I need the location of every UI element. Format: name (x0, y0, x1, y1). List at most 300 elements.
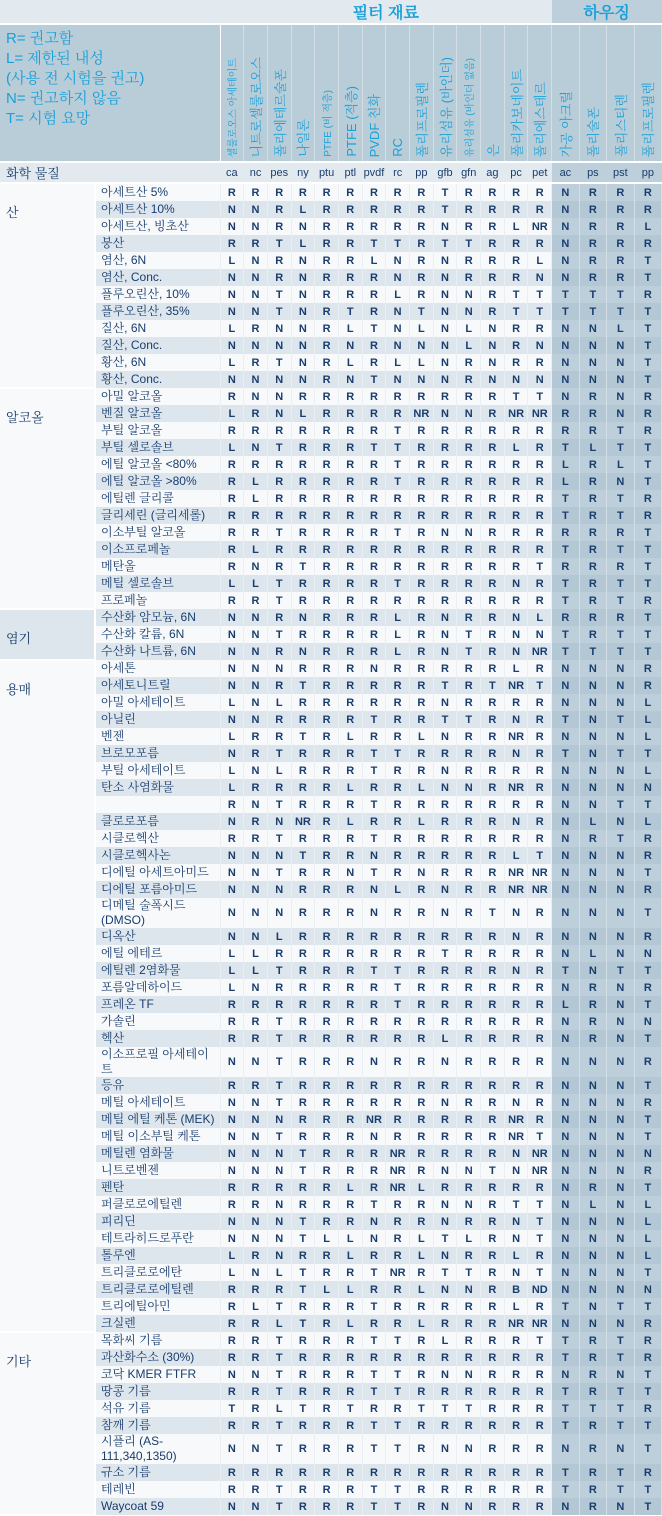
table-row (0, 745, 662, 762)
rating-cell: R (291, 1366, 315, 1383)
rating-cell: R (244, 1332, 268, 1349)
rating-cell: R (220, 1332, 244, 1349)
column-name: 은 (485, 144, 501, 157)
rating-cell: N (607, 1264, 635, 1281)
chemical-name: 아밀 아세테이트 (95, 694, 220, 711)
rating-cell: R (267, 945, 291, 962)
rating-cell: NR (386, 1264, 410, 1281)
chemical-name: 벤젠 (95, 728, 220, 745)
rating-cell: R (579, 609, 607, 626)
rating-cell: R (315, 1047, 339, 1077)
table-row (0, 711, 662, 728)
rating-cell: T (291, 1162, 315, 1179)
rating-cell: R (362, 286, 386, 303)
rating-cell: N (504, 643, 528, 660)
rating-cell: R (362, 354, 386, 371)
rating-cell: R (528, 779, 552, 796)
rating-cell: T (362, 1264, 386, 1281)
rating-cell: R (528, 979, 552, 996)
rating-cell: R (634, 490, 662, 507)
rating-cell: R (481, 1315, 505, 1332)
rating-cell: R (220, 796, 244, 813)
rating-cell: R (315, 745, 339, 762)
rating-cell: R (315, 1383, 339, 1400)
rating-cell: N (244, 1264, 268, 1281)
rating-cell: R (291, 1464, 315, 1481)
rating-cell: R (291, 1298, 315, 1315)
rating-cell: R (433, 490, 457, 507)
rating-cell: R (433, 1179, 457, 1196)
rating-cell: L (220, 354, 244, 371)
rating-cell: R (410, 473, 434, 490)
rating-cell: R (291, 592, 315, 609)
rating-cell: N (267, 1213, 291, 1230)
rating-cell: R (315, 303, 339, 320)
rating-cell: R (528, 996, 552, 1013)
rating-cell: R (291, 1349, 315, 1366)
rating-cell: L (220, 1247, 244, 1264)
rating-cell: R (291, 1498, 315, 1515)
column-header-ac-housing (552, 24, 580, 162)
rating-cell: T (634, 996, 662, 1013)
rating-cell: R (433, 473, 457, 490)
rating-cell: R (338, 677, 362, 694)
rating-cell: T (267, 286, 291, 303)
rating-cell: R (410, 1417, 434, 1434)
chemical-name: 수산화 칼륨, 6N (95, 626, 220, 643)
rating-cell: L (244, 541, 268, 558)
rating-cell: N (504, 928, 528, 945)
rating-cell: R (291, 439, 315, 456)
rating-cell: R (291, 388, 315, 405)
rating-cell: N (552, 201, 580, 218)
rating-cell: R (410, 881, 434, 898)
rating-cell: T (362, 1332, 386, 1349)
chemical-name: 아밀 알코올 (95, 388, 220, 405)
rating-cell: R (338, 1434, 362, 1464)
rating-cell: L (386, 354, 410, 371)
table-row (0, 1349, 662, 1366)
rating-cell: R (386, 864, 410, 881)
chemical-name: 벤질 알코올 (95, 405, 220, 422)
rating-cell: R (386, 541, 410, 558)
rating-cell: L (244, 473, 268, 490)
rating-cell: N (579, 728, 607, 745)
rating-cell: N (433, 337, 457, 354)
rating-cell: R (386, 945, 410, 962)
rating-cell: R (410, 1464, 434, 1481)
rating-cell: N (220, 269, 244, 286)
rating-cell: R (315, 643, 339, 660)
rating-cell: N (433, 1434, 457, 1464)
rating-cell: R (634, 830, 662, 847)
rating-cell: R (504, 592, 528, 609)
rating-cell: T (607, 303, 635, 320)
rating-cell: N (220, 201, 244, 218)
rating-cell: T (504, 1196, 528, 1213)
rating-cell: T (291, 1400, 315, 1417)
rating-cell: R (291, 711, 315, 728)
rating-cell: R (338, 1332, 362, 1349)
rating-cell: R (338, 847, 362, 864)
rating-cell: R (481, 1434, 505, 1464)
rating-cell: L (267, 694, 291, 711)
rating-cell: N (579, 320, 607, 337)
rating-cell: N (267, 388, 291, 405)
rating-cell: R (433, 1349, 457, 1366)
rating-cell: R (481, 388, 505, 405)
rating-cell: R (433, 796, 457, 813)
rating-cell: R (433, 962, 457, 979)
rating-cell: N (220, 1434, 244, 1464)
rating-cell: R (220, 1315, 244, 1332)
column-header-gfb (433, 24, 457, 162)
rating-cell: N (244, 1366, 268, 1383)
table-row (0, 371, 662, 388)
table-row (0, 337, 662, 354)
rating-cell: R (267, 979, 291, 996)
housing-heading: 하우징 (552, 0, 662, 24)
rating-cell: R (338, 762, 362, 779)
rating-cell: N (244, 762, 268, 779)
table-row (0, 1196, 662, 1213)
rating-cell: T (552, 1400, 580, 1417)
rating-cell: R (220, 558, 244, 575)
rating-cell: N (220, 677, 244, 694)
rating-cell: T (362, 762, 386, 779)
rating-cell: R (433, 439, 457, 456)
rating-cell: R (386, 1247, 410, 1264)
rating-cell: N (607, 1315, 635, 1332)
table-row (0, 1094, 662, 1111)
rating-cell: R (362, 1400, 386, 1417)
rating-cell: N (386, 320, 410, 337)
rating-cell: R (528, 1400, 552, 1417)
rating-cell: T (634, 1417, 662, 1434)
rating-cell: R (410, 928, 434, 945)
rating-cell: N (552, 354, 580, 371)
rating-cell: N (579, 962, 607, 979)
rating-cell: N (634, 1145, 662, 1162)
group-label: 용매 (0, 660, 95, 1332)
rating-cell: R (528, 439, 552, 456)
rating-cell: R (504, 1332, 528, 1349)
rating-cell: N (244, 269, 268, 286)
rating-cell: R (410, 1128, 434, 1145)
rating-cell: N (244, 1498, 268, 1515)
rating-cell: L (410, 320, 434, 337)
rating-cell: R (504, 762, 528, 779)
rating-cell: N (552, 1094, 580, 1111)
rating-cell: R (579, 979, 607, 996)
rating-cell: R (220, 1179, 244, 1196)
rating-cell: T (291, 728, 315, 745)
rating-cell: R (410, 1264, 434, 1281)
rating-cell: R (386, 796, 410, 813)
rating-cell: R (291, 1247, 315, 1264)
rating-cell: R (267, 541, 291, 558)
rating-cell: N (220, 286, 244, 303)
rating-cell: T (528, 1264, 552, 1281)
rating-cell: T (386, 524, 410, 541)
rating-cell: N (267, 1111, 291, 1128)
rating-cell: R (481, 1179, 505, 1196)
table-row (0, 592, 662, 609)
rating-cell: R (634, 183, 662, 201)
rating-cell: T (528, 388, 552, 405)
rating-cell: R (481, 473, 505, 490)
rating-cell: R (481, 864, 505, 881)
rating-cell: R (634, 1047, 662, 1077)
rating-cell: N (607, 1094, 635, 1111)
rating-cell: T (552, 490, 580, 507)
rating-cell: T (504, 303, 528, 320)
rating-cell: N (244, 1128, 268, 1145)
rating-cell: R (338, 796, 362, 813)
rating-cell: N (220, 1094, 244, 1111)
rating-cell: T (607, 1464, 635, 1481)
rating-cell: T (552, 1332, 580, 1349)
table-row (0, 388, 662, 405)
rating-cell: R (244, 1349, 268, 1366)
chemical-name: 크실렌 (95, 1315, 220, 1332)
rating-cell: R (362, 405, 386, 422)
rating-cell: N (552, 881, 580, 898)
rating-cell: T (607, 1481, 635, 1498)
rating-cell: T (552, 745, 580, 762)
rating-cell: R (267, 609, 291, 626)
rating-cell: N (267, 898, 291, 928)
chemical-name: 질산, 6N (95, 320, 220, 337)
rating-cell: R (457, 1077, 481, 1094)
rating-cell: R (244, 1400, 268, 1417)
rating-cell: R (362, 269, 386, 286)
rating-cell: R (481, 779, 505, 796)
rating-cell: T (291, 1281, 315, 1298)
chemical-name: 트리에틸아민 (95, 1298, 220, 1315)
rating-cell: R (410, 252, 434, 269)
rating-cell: T (552, 643, 580, 660)
rating-cell: R (433, 1298, 457, 1315)
rating-cell: R (386, 728, 410, 745)
rating-cell: N (433, 1247, 457, 1264)
rating-cell: R (457, 507, 481, 524)
rating-cell: R (457, 847, 481, 864)
rating-cell: N (457, 303, 481, 320)
rating-cell: R (386, 762, 410, 779)
rating-cell: R (457, 1417, 481, 1434)
rating-cell: T (634, 439, 662, 456)
rating-cell: T (386, 473, 410, 490)
rating-cell: L (267, 1315, 291, 1332)
table-row (0, 830, 662, 847)
chemical-name: 브로모포름 (95, 745, 220, 762)
rating-cell: N (607, 1281, 635, 1298)
rating-cell: T (267, 745, 291, 762)
rating-cell: N (410, 337, 434, 354)
rating-cell: N (552, 235, 580, 252)
rating-cell: R (481, 405, 505, 422)
rating-cell: R (386, 1213, 410, 1230)
rating-cell: R (244, 1196, 268, 1213)
rating-cell: R (267, 1464, 291, 1481)
rating-cell: R (315, 830, 339, 847)
rating-cell: L (338, 354, 362, 371)
rating-cell: R (386, 1111, 410, 1128)
rating-cell: R (481, 609, 505, 626)
group-label: 기타 (0, 1332, 95, 1515)
table-row (0, 1383, 662, 1400)
rating-cell: R (220, 524, 244, 541)
rating-cell: R (220, 456, 244, 473)
chemical-name: 시클로헥산 (95, 830, 220, 847)
rating-cell: L (220, 979, 244, 996)
rating-cell: NR (386, 1162, 410, 1179)
rating-cell: T (433, 945, 457, 962)
rating-cell: N (244, 643, 268, 660)
rating-cell: L (634, 762, 662, 779)
rating-cell: R (410, 796, 434, 813)
chemical-name (95, 796, 220, 813)
rating-cell: R (338, 1366, 362, 1383)
rating-cell: R (362, 1145, 386, 1162)
rating-cell: R (457, 1383, 481, 1400)
rating-cell: R (457, 1213, 481, 1230)
rating-cell: R (362, 473, 386, 490)
rating-cell: L (220, 252, 244, 269)
rating-cell: N (220, 1128, 244, 1145)
rating-cell: N (267, 1230, 291, 1247)
rating-cell: R (362, 1247, 386, 1264)
rating-cell: NR (528, 864, 552, 881)
chemical-name: 석유 기름 (95, 1400, 220, 1417)
column-code: pp (410, 162, 434, 183)
chemical-name: 메틸 셀로솔브 (95, 575, 220, 592)
rating-cell: T (634, 558, 662, 575)
rating-cell: T (386, 575, 410, 592)
rating-cell: R (457, 473, 481, 490)
rating-cell: L (579, 439, 607, 456)
chemical-name: 등유 (95, 1077, 220, 1094)
rating-cell: R (386, 558, 410, 575)
rating-cell: T (410, 303, 434, 320)
rating-cell: R (338, 881, 362, 898)
rating-cell: R (457, 881, 481, 898)
rating-cell: N (481, 320, 505, 337)
chemical-name: 수산화 암모늄, 6N (95, 609, 220, 626)
rating-cell: N (607, 1179, 635, 1196)
chemical-name: 규소 기름 (95, 1464, 220, 1481)
rating-cell: T (607, 1400, 635, 1417)
rating-cell: T (634, 1077, 662, 1094)
rating-cell: L (338, 1247, 362, 1264)
rating-cell: N (244, 898, 268, 928)
rating-cell: L (634, 1230, 662, 1247)
rating-cell: N (579, 1230, 607, 1247)
rating-cell: R (220, 507, 244, 524)
rating-cell: T (267, 1366, 291, 1383)
rating-cell: R (481, 694, 505, 711)
chemical-name: 클로로포름 (95, 813, 220, 830)
rating-cell: R (267, 1179, 291, 1196)
rating-cell: L (291, 235, 315, 252)
rating-cell: R (481, 830, 505, 847)
rating-cell: R (579, 1366, 607, 1383)
rating-cell: R (338, 996, 362, 1013)
rating-cell: R (528, 456, 552, 473)
rating-cell: N (552, 337, 580, 354)
rating-cell: N (433, 1498, 457, 1515)
rating-cell: R (579, 592, 607, 609)
rating-cell: R (481, 1498, 505, 1515)
rating-cell: N (220, 711, 244, 728)
rating-legend (0, 24, 220, 162)
rating-cell: N (362, 1047, 386, 1077)
rating-cell: L (634, 728, 662, 745)
rating-cell: R (528, 711, 552, 728)
rating-cell: R (528, 1179, 552, 1196)
rating-cell: L (338, 728, 362, 745)
rating-cell: R (386, 1047, 410, 1077)
rating-cell: T (634, 1128, 662, 1145)
table-row (0, 269, 662, 286)
rating-cell: R (410, 694, 434, 711)
rating-cell: N (291, 252, 315, 269)
rating-cell: NR (504, 1315, 528, 1332)
rating-cell: N (362, 898, 386, 928)
rating-cell: R (504, 1366, 528, 1383)
rating-cell: N (552, 1247, 580, 1264)
legend-l-note: (사용 전 시험을 권고) (6, 70, 145, 87)
rating-cell: R (528, 575, 552, 592)
rating-cell: T (634, 1498, 662, 1515)
column-header-ca (220, 24, 244, 162)
table-row (0, 405, 662, 422)
rating-cell: R (291, 1179, 315, 1196)
rating-cell: R (386, 1196, 410, 1213)
table-row (0, 1366, 662, 1383)
chemical-name: 시플리 (AS-111,340,1350) (95, 1434, 220, 1464)
rating-cell: T (528, 303, 552, 320)
rating-cell: L (410, 354, 434, 371)
rating-cell: R (362, 507, 386, 524)
rating-cell: R (457, 677, 481, 694)
chemical-name: 황산, 6N (95, 354, 220, 371)
rating-cell: N (244, 218, 268, 235)
rating-cell: R (504, 1383, 528, 1400)
rating-cell: N (634, 779, 662, 796)
chemical-name: 염산, Conc. (95, 269, 220, 286)
rating-cell: R (504, 252, 528, 269)
chemical-name: 트리클로로에틸렌 (95, 1281, 220, 1298)
rating-cell: T (634, 1481, 662, 1498)
rating-cell: R (315, 354, 339, 371)
rating-cell: N (267, 1162, 291, 1179)
rating-cell: L (579, 813, 607, 830)
chemical-name: 에틸 알코올 <80% (95, 456, 220, 473)
rating-cell: N (433, 320, 457, 337)
rating-cell: R (504, 1464, 528, 1481)
rating-cell: N (607, 979, 635, 996)
rating-cell: R (291, 779, 315, 796)
column-name: 폴리스티렌 (613, 94, 629, 157)
rating-cell: R (504, 269, 528, 286)
table-row (0, 1400, 662, 1417)
rating-cell: R (315, 609, 339, 626)
rating-cell: N (579, 1298, 607, 1315)
rating-cell: R (338, 490, 362, 507)
rating-cell: R (315, 1332, 339, 1349)
